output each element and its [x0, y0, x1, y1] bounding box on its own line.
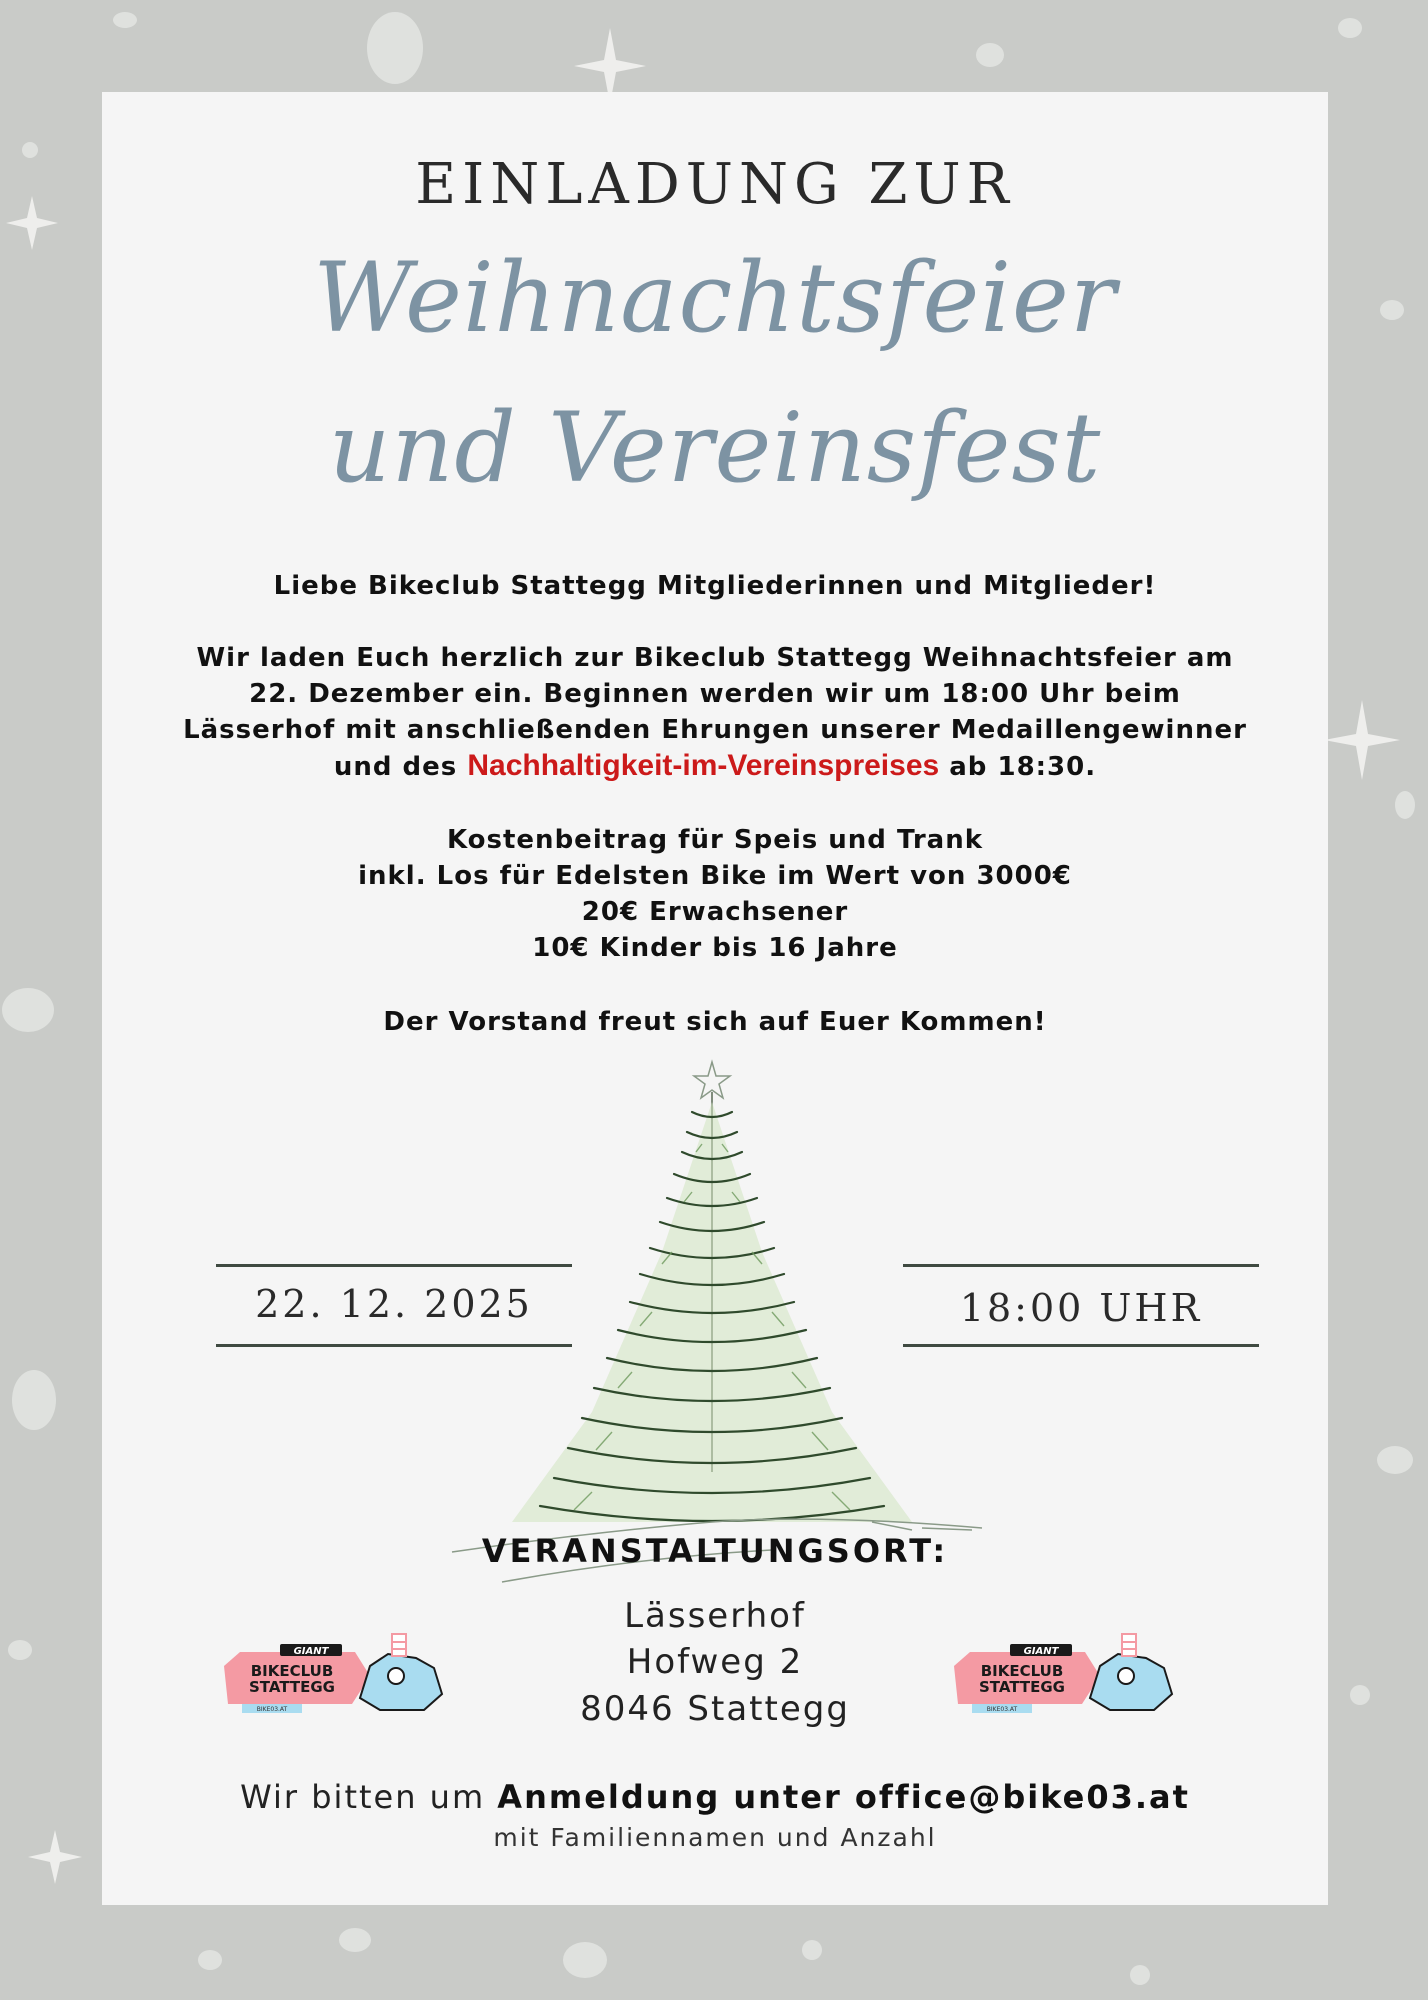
- greeting: Liebe Bikeclub Stattegg Mitgliederinnen und Mitglieder!: [273, 571, 1157, 601]
- event-time-value: 18:00 UHR: [959, 1286, 1203, 1330]
- invitation-card: [102, 92, 1328, 1905]
- divider: [216, 1344, 572, 1347]
- venue-city: 8046 Stattegg: [580, 1689, 850, 1729]
- invitation-line: Lässerhof mit anschließenden Ehrungen unserer Medaillengewinner: [183, 715, 1247, 745]
- pricing-line: 10€ Kinder bis 16 Jahre: [532, 933, 898, 963]
- invitation-line-post: ab 18:30.: [949, 752, 1097, 782]
- registration-note: mit Familiennamen und Anzahl: [493, 1823, 937, 1852]
- logo-name-line2: STATTEGG: [249, 1678, 335, 1696]
- pricing-line: 20€ Erwachsener: [581, 897, 849, 927]
- logo-brand: GIANT: [1023, 1646, 1059, 1657]
- venue-street: Hofweg 2: [626, 1642, 804, 1682]
- registration-email: Anmeldung unter office@bike03.at: [497, 1778, 1190, 1816]
- script-heading-line2: und Vereinsfest: [328, 392, 1102, 504]
- registration-line: [102, 1778, 1328, 1816]
- script-heading-line1: Weihnachtsfeier: [313, 242, 1117, 354]
- invitation-paragraph: [102, 640, 1328, 785]
- logo-name-line2: STATTEGG: [979, 1678, 1065, 1696]
- bikeclub-logo: [220, 1624, 450, 1724]
- pricing-block: [102, 822, 1328, 966]
- bikeclub-logo: [950, 1624, 1180, 1724]
- logo-brand: GIANT: [293, 1646, 329, 1657]
- logo-name-line1: BIKECLUB: [250, 1662, 334, 1680]
- registration-pre: Wir bitten um: [240, 1778, 486, 1816]
- invitation-line: [102, 748, 1328, 785]
- invitation-line: Wir laden Euch herzlich zur Bikeclub Stattegg Weihnachtsfeier am: [196, 643, 1234, 673]
- invitation-line: 22. Dezember ein. Beginnen werden wir um 18:00 Uhr beim: [249, 679, 1181, 709]
- invitation-title: EINLADUNG ZUR: [415, 152, 1015, 217]
- logo-site: BIKE03.AT: [986, 1706, 1018, 1713]
- venue-label: VERANSTALTUNGSORT:: [481, 1532, 949, 1570]
- venue-name: Lässerhof: [624, 1596, 806, 1636]
- closing-line: Der Vorstand freut sich auf Euer Kommen!: [383, 1007, 1047, 1037]
- event-date: [216, 1264, 572, 1348]
- divider: [216, 1264, 572, 1267]
- divider: [903, 1264, 1259, 1267]
- event-date-value: 22. 12. 2025: [255, 1282, 533, 1326]
- logo-site: BIKE03.AT: [256, 1706, 288, 1713]
- pricing-line: Kostenbeitrag für Speis und Trank: [446, 825, 984, 855]
- divider: [903, 1344, 1259, 1347]
- event-time: [903, 1264, 1259, 1348]
- logo-name-line1: BIKECLUB: [980, 1662, 1064, 1680]
- invitation-line-pre: und des: [333, 752, 458, 782]
- award-highlight: Nachhaltigkeit-im-Vereinspreises: [467, 749, 940, 782]
- pricing-line: inkl. Los für Edelsten Bike im Wert von 3000€: [358, 861, 1072, 891]
